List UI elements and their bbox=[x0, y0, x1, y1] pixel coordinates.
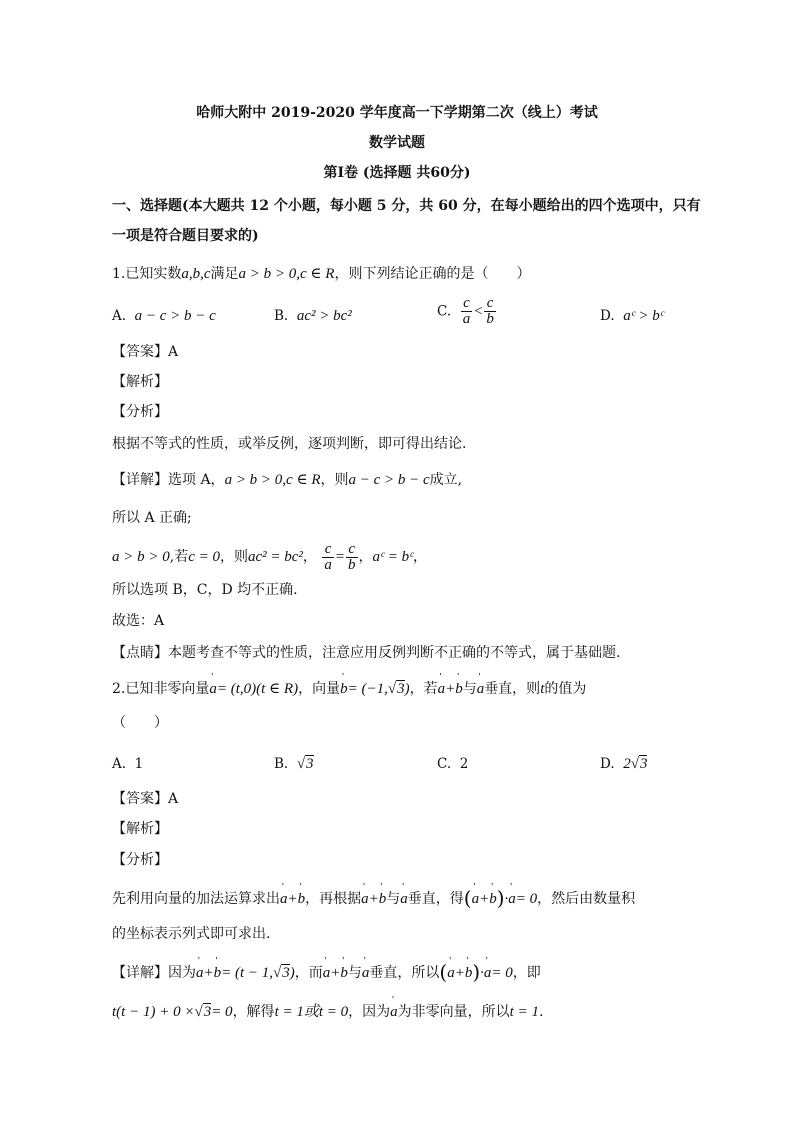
vec-a: ' a bbox=[390, 1002, 398, 1022]
vec-b: ' b bbox=[489, 889, 497, 909]
q2-de-l2-5: ，因为 bbox=[348, 1004, 391, 1020]
q2-an-6: ，然后由数量积 bbox=[537, 891, 636, 907]
q1-detail-ineq: a − c > b − c bbox=[348, 472, 430, 488]
q2-prefix: 2.已知非零向量 bbox=[112, 681, 210, 697]
q2-de-4: ，而 bbox=[294, 965, 323, 981]
q2-an-4: 垂直，得 bbox=[407, 891, 464, 907]
q2-jiexi: 【解析】 bbox=[112, 821, 168, 837]
q1-counter-equal: = bbox=[334, 549, 345, 565]
q2-option-c-label: C. bbox=[437, 756, 452, 772]
q2-de-6: 垂直，所以 bbox=[369, 965, 440, 981]
q1-option-a-label: A. bbox=[112, 308, 127, 324]
vec-a: ' a bbox=[362, 963, 370, 983]
q2-de-l2-3: ，解得 bbox=[232, 1004, 275, 1020]
q1-cond: a > b > 0,c ∈ R bbox=[238, 266, 335, 282]
vec-a: ' a bbox=[323, 963, 331, 983]
plus: + bbox=[368, 891, 379, 907]
q1-counter-eq3: aᶜ = bᶜ bbox=[372, 549, 414, 565]
q2-fenxi: 【分析】 bbox=[112, 852, 168, 868]
vec-a: ' a bbox=[438, 679, 446, 699]
vec-a: ' a bbox=[508, 889, 516, 909]
q2-option-d-coef: 2 bbox=[623, 756, 631, 772]
q1-option-b bbox=[274, 306, 352, 326]
q1-analysis: 根据不等式的性质，或举反例，逐项判断，即可得出结论. bbox=[112, 436, 467, 452]
q2-de-l2-8: . bbox=[538, 1004, 544, 1020]
q2-vec-b-end: ) bbox=[404, 681, 410, 697]
sqrt-3: 3 bbox=[397, 681, 405, 697]
q2-option-c bbox=[437, 754, 468, 774]
q2-de-5: 与 bbox=[347, 965, 362, 981]
q2-option-d-sqrt: 3 bbox=[639, 756, 648, 772]
plus: + bbox=[454, 965, 465, 981]
q2-option-d-label: D. bbox=[600, 756, 615, 772]
plus: + bbox=[287, 891, 298, 907]
q1-suffix: ，则下列结论正确的是（ ） bbox=[334, 266, 531, 282]
q1-counterexample bbox=[112, 540, 682, 574]
volume-title: 第Ⅰ卷 (选择题 共60分) bbox=[323, 165, 471, 181]
frac-num: c bbox=[461, 296, 473, 312]
vec-b: ' b bbox=[465, 963, 473, 983]
subject-title: 数学试题 bbox=[369, 135, 425, 151]
q2-de-l2-2: = 0 bbox=[211, 1004, 233, 1020]
q2-analysis-line2: 的坐标表示列式即可求出. bbox=[112, 926, 271, 942]
q1-mid: 满足 bbox=[210, 266, 239, 282]
q1-option-d bbox=[600, 306, 664, 326]
q2-an-2: ，再根据 bbox=[305, 891, 362, 907]
sqrt-3: 3 bbox=[282, 965, 290, 981]
sqrt-3: 3 bbox=[203, 1004, 212, 1020]
q1-counter-then: ，则 bbox=[219, 549, 248, 565]
q2-de-l2-4: t = 1或t = 0 bbox=[274, 1004, 349, 1020]
q1-counter-end: ， bbox=[413, 549, 428, 565]
q2-an-3: 与 bbox=[386, 891, 401, 907]
vec-a: ' a bbox=[447, 963, 455, 983]
vec-b: ' b bbox=[455, 679, 463, 699]
dot: · bbox=[504, 891, 509, 907]
frac-den: b bbox=[348, 556, 356, 573]
q1-stem bbox=[112, 264, 682, 284]
plus: + bbox=[479, 891, 490, 907]
q1-option-c-frac-right bbox=[484, 296, 496, 327]
q2-de-l2-1: t(t − 1) + 0 × bbox=[112, 1004, 195, 1020]
q2-an-1: 先利用向量的加法运算求出 bbox=[112, 891, 280, 907]
q1-vars: a,b,c bbox=[181, 266, 211, 282]
q2-an-5: = 0 bbox=[515, 891, 538, 907]
frac-num: c bbox=[346, 542, 358, 558]
q1-jiexi: 【解析】 bbox=[112, 374, 168, 390]
q2-option-a-label: A. bbox=[112, 756, 127, 772]
frac-num: c bbox=[322, 542, 334, 558]
q2-option-b-sqrt: 3 bbox=[306, 756, 314, 772]
q2-stem: 2.已知非零向量' a= (t,0)(t ∈ R)，向量' b= (−1,√3)，若' a+' b与' a垂直，则t的值为 bbox=[112, 679, 682, 699]
vec-a: ' a bbox=[484, 963, 492, 983]
q1-option-c-label: C. bbox=[437, 303, 452, 320]
frac-den: b bbox=[486, 311, 494, 327]
q2-de-7: = 0 bbox=[491, 965, 513, 981]
frac-num: c bbox=[484, 296, 496, 312]
q1-counter-c0: c = 0 bbox=[188, 549, 220, 565]
frac-den: a bbox=[462, 311, 471, 327]
q2-vec-b-def: = (−1, bbox=[347, 681, 388, 697]
q1-fenxi: 【分析】 bbox=[112, 404, 168, 420]
q2-de-3: ) bbox=[289, 965, 295, 981]
q1-option-c-frac-left bbox=[461, 296, 473, 327]
q1-option-d-label: D. bbox=[600, 308, 615, 324]
q1-option-b-label: B. bbox=[274, 308, 289, 324]
q2-detail-line1: 【详解】因为' a+' b= (t − 1,√3)，而' a+' b与' a垂直，所以(' a+' b)·' a= 0，即 bbox=[112, 962, 682, 983]
q1-detail-mid: ，则 bbox=[320, 472, 349, 488]
q1-prefix: 1.已知实数 bbox=[112, 266, 182, 282]
q2-mid2: ，若 bbox=[409, 681, 438, 697]
q2-de-l2-7: t = 1 bbox=[509, 1004, 539, 1020]
q2-mid3: 与 bbox=[462, 681, 477, 697]
vec-a: ' a bbox=[209, 679, 217, 699]
vec-a: ' a bbox=[280, 889, 288, 909]
q1-counter-frac-left bbox=[322, 542, 334, 573]
q2-mid1: ，向量 bbox=[298, 681, 341, 697]
q2-analysis-line1: 先利用向量的加法运算求出' a+' b，再根据' a+' b与' a垂直，得(' a+' b)·' a= 0，然后由数量积 bbox=[112, 888, 682, 909]
q1-option-c bbox=[437, 296, 497, 327]
q2-de-l2-6: 为非零向量，所以 bbox=[397, 1004, 510, 1020]
q1-counter-frac-right bbox=[346, 542, 358, 573]
q2-de-8: ，即 bbox=[512, 965, 541, 981]
q2-option-d: D. 2√3 bbox=[600, 756, 648, 772]
vec-b: ' b bbox=[379, 889, 387, 909]
q2-option-a bbox=[112, 754, 143, 774]
section-heading bbox=[112, 196, 701, 216]
q2-detail-line2: t(t − 1) + 0 ×√3= 0，解得t = 1或t = 0，因为' a为非零向量，所以t = 1. bbox=[112, 1002, 682, 1022]
q2-de-2: = (t − 1, bbox=[221, 965, 274, 981]
section-heading-line2: 一项是符合题目要求的) bbox=[112, 228, 259, 244]
q1-option-d-text: aᶜ > bᶜ bbox=[623, 308, 664, 324]
plus: + bbox=[445, 681, 456, 697]
dot: · bbox=[480, 965, 484, 981]
q1-detail-cond: a > b > 0,c ∈ R bbox=[224, 472, 321, 488]
q1-option-b-text: ac² > bc² bbox=[296, 308, 352, 324]
var-t: t bbox=[540, 681, 545, 697]
q1-counter-eq1: ac² = bc² bbox=[247, 549, 303, 565]
q1-counter-cond: a > b > 0 bbox=[112, 549, 170, 565]
frac-den: a bbox=[324, 556, 332, 573]
q1-detail-suffix: 成立, bbox=[429, 472, 463, 488]
q1-counter-comma: ， bbox=[302, 549, 317, 565]
vec-b: ' b bbox=[340, 963, 348, 983]
vec-a: ' a bbox=[472, 889, 480, 909]
q1-option-a bbox=[112, 306, 216, 326]
plus: + bbox=[330, 965, 341, 981]
vec-a: ' a bbox=[196, 963, 204, 983]
vec-b: ' b bbox=[298, 889, 306, 909]
q1-conclusion: 所以选项 B，C，D 均不正确. bbox=[112, 582, 298, 598]
plus: + bbox=[203, 965, 214, 981]
q1-detail-prefix: 【详解】选项 A， bbox=[112, 472, 225, 488]
q2-answer: 【答案】A bbox=[112, 791, 179, 807]
q1-counter-if: ,若 bbox=[169, 549, 189, 565]
q1-option-a-text: a − c > b − c bbox=[134, 308, 216, 324]
q2-option-b: B. √3 bbox=[274, 756, 314, 772]
q2-option-b-label: B. bbox=[274, 756, 289, 772]
q2-option-c-text: 2 bbox=[459, 756, 469, 772]
q1-detail bbox=[112, 470, 682, 490]
q2-suffix: 的值为 bbox=[544, 681, 587, 697]
q2-paren: （ ） bbox=[112, 715, 168, 731]
vec-b: ' b bbox=[214, 963, 222, 983]
vec-a: ' a bbox=[400, 889, 408, 909]
q1-comment: 【点睛】本题考查不等式的性质，注意应用反例判断不正确的不等式，属于基础题. bbox=[112, 645, 621, 661]
vec-a: ' a bbox=[361, 889, 369, 909]
q1-a-correct: 所以 A 正确; bbox=[112, 510, 192, 526]
q1-counter-comma-2: ， bbox=[358, 549, 373, 565]
section-heading-2 bbox=[112, 226, 682, 246]
section-heading-line1: 一、选择题(本大题共 12 个小题，每小题 5 分，共 60 分，在每小题给出的四个选项中，只有 bbox=[112, 198, 701, 214]
exam-title: 哈师大附中 2019-2020 学年度高一下学期第二次（线上）考试 bbox=[196, 105, 598, 121]
q2-mid4: 垂直，则 bbox=[484, 681, 541, 697]
q2-option-a-text: 1 bbox=[134, 756, 144, 772]
q1-answer: 【答案】A bbox=[112, 344, 179, 360]
vec-b: ' b bbox=[340, 679, 348, 699]
q2-vec-a-def: = (t,0)(t ∈ R) bbox=[216, 681, 299, 697]
less-than: < bbox=[473, 303, 484, 320]
q1-choose: 故选：A bbox=[112, 613, 165, 629]
vec-a: ' a bbox=[477, 679, 485, 699]
q2-de-1: 【详解】因为 bbox=[112, 965, 196, 981]
